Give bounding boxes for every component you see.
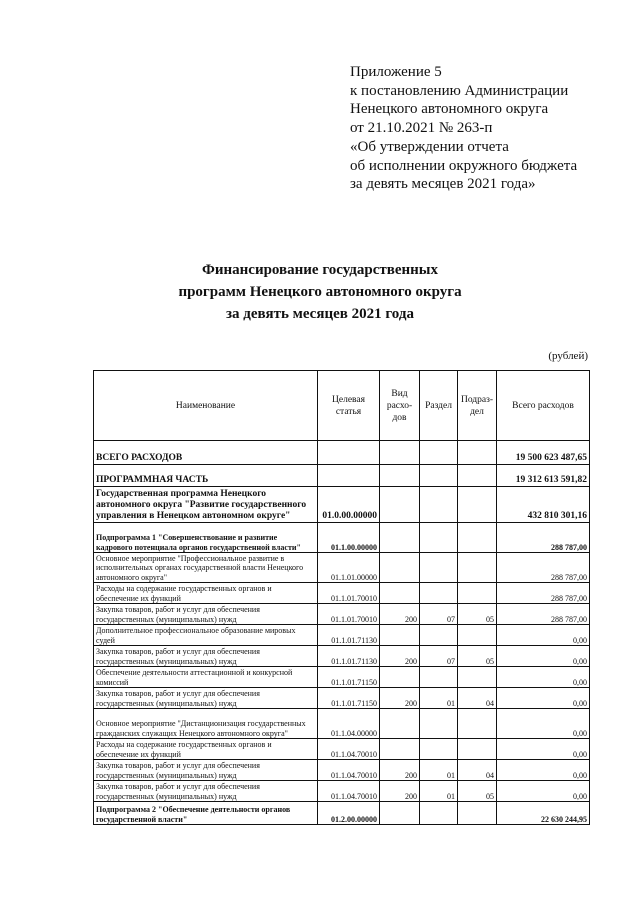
appendix-line: Ненецкого автономного округа [350, 101, 549, 118]
table-row: Основное мероприятие "Дистанционизация государственных гражданских служащих Ненецкого автономного округа" 01.1.04.00000 0,00 [94, 709, 590, 739]
appendix-line: «Об утверждении отчета [350, 138, 509, 155]
appendix-line: Приложение 5 [350, 64, 442, 80]
units-label: (рублей) [548, 350, 588, 362]
table-row: Основное мероприятие "Профессиональное развитие в исполнительных органах государственной власти Ненецкого автономного округа" 01.1.01.00000 288 787,00 [94, 553, 590, 583]
title-line: за девять месяцев 2021 года [226, 306, 414, 322]
table-header-row [94, 371, 590, 441]
title-line: программ Ненецкого автономного округа [178, 284, 462, 300]
table-row: Дополнительное профессиональное образование мировых судей 01.1.01.71130 0,00 [94, 625, 590, 646]
header-type: Вид расхо- дов [380, 371, 420, 441]
table-row: ПРОГРАММНАЯ ЧАСТЬ 19 312 613 591,82 [94, 465, 590, 487]
header-total: Всего расходов [497, 371, 590, 441]
table-row: Закупка товаров, работ и услуг для обеспечения государственных (муниципальных) нужд 01.1.01.70010 200 07 05 288 787,00 [94, 604, 590, 625]
header-name: Наименование [94, 371, 318, 441]
header-target: Целевая статья [318, 371, 380, 441]
table-row: Закупка товаров, работ и услуг для обеспечения государственных (муниципальных) нужд 01.1.01.71150 200 01 04 0,00 [94, 688, 590, 709]
document-title [0, 259, 640, 325]
appendix-line: об исполнении окружного бюджета [350, 157, 578, 174]
table-row: Расходы на содержание государственных органов и обеспечение их функций 01.1.01.70010 288 787,00 [94, 583, 590, 604]
table-row: Подпрограмма 2 "Обеспечение деятельности органов государственной власти" 01.2.00.00000 22 630 244,95 [94, 802, 590, 825]
header-subsection: Подраз- дел [458, 371, 497, 441]
table-row: Закупка товаров, работ и услуг для обеспечения государственных (муниципальных) нужд 01.1.04.70010 200 01 05 0,00 [94, 781, 590, 802]
header-section: Раздел [420, 371, 458, 441]
appendix-line: к постановлению Администрации [350, 82, 569, 99]
table-row: Государственная программа Ненецкого автономного округа "Развитие государственного управления в Ненецком автономном округе" 01.0.00.00000 432 810 301,16 [94, 487, 590, 523]
appendix-block [350, 63, 630, 194]
table-row: Обеспечение деятельности аттестационной и конкурсной комиссий 01.1.01.71150 0,00 [94, 667, 590, 688]
appendix-line: от 21.10.2021 № 263-п [350, 120, 493, 137]
title-line: Финансирование государственных [201, 262, 439, 278]
appendix-line: за девять месяцев 2021 года» [350, 176, 536, 193]
table-row: Закупка товаров, работ и услуг для обеспечения государственных (муниципальных) нужд 01.1.04.70010 200 01 04 0,00 [94, 760, 590, 781]
table-row: Расходы на содержание государственных органов и обеспечение их функций 01.1.04.70010 0,00 [94, 739, 590, 760]
table-row: Подпрограмма 1 "Совершенствование и развитие кадрового потенциала органов государственной власти" 01.1.00.00000 288 787,00 [94, 523, 590, 553]
table-row: Закупка товаров, работ и услуг для обеспечения государственных (муниципальных) нужд 01.1.01.71130 200 07 05 0,00 [94, 646, 590, 667]
table-row: ВСЕГО РАСХОДОВ 19 500 623 487,65 [94, 441, 590, 465]
financing-table [93, 370, 590, 825]
